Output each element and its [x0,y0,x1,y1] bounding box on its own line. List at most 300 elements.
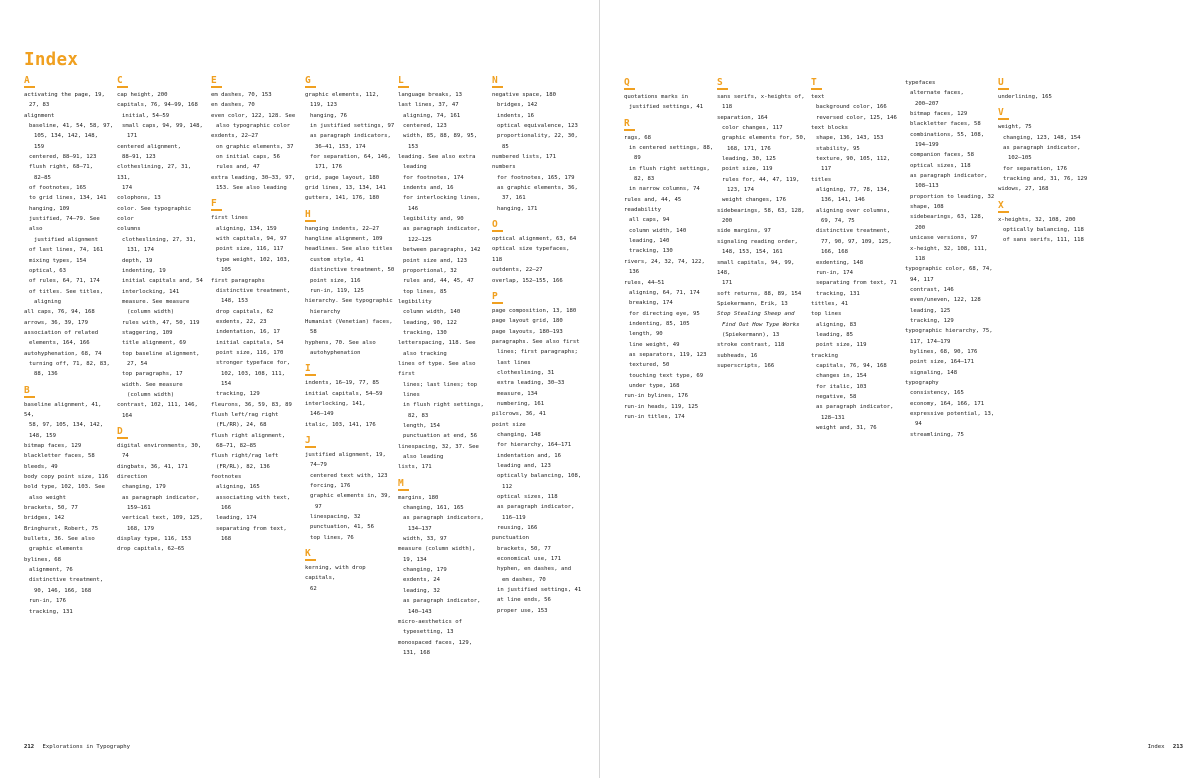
index-entry: tracking, 130 [403,329,447,336]
index-entry: 166, 168 [821,249,848,256]
index-entry: rules and, 44, 45 [624,196,682,203]
index-entry: point size [492,421,526,428]
index-entry: 116–119 [502,514,526,521]
index-entry: economical use, 171 [497,556,561,563]
index-entry: changing, 179 [403,567,447,574]
index-entry: 136 [629,269,640,276]
index-entry: indenting, 85, 105 [629,320,690,327]
index-entry: bleeds, 49 [24,463,58,470]
index-entry: 174 [122,185,133,192]
index-entry: graphic elements, 112, [305,92,380,98]
index-entry: Stop Stealing Sheep and [717,311,795,318]
folio-right [1148,744,1183,750]
index-entry: type weight, 102, 103, [216,256,291,263]
index-entry: typefaces [905,80,936,86]
index-entry: graphic elements [29,546,83,553]
letter-heading: D [117,426,123,437]
index-entry: also leading [403,454,444,461]
index-entry: 89 [634,155,641,162]
index-column [305,76,395,594]
index-entry: 19, 134 [403,556,427,563]
index-entry: in flush right settings, [629,165,710,172]
index-entry: typographic hierarchy, 75, [905,328,993,335]
index-entry: linespacing, 32, 37. See [398,443,479,450]
index-entry: page layouts, 180–193 [492,328,563,335]
index-entry: rules with, 47, 50, 119 [122,319,200,326]
index-entry: 123, 174 [727,187,754,194]
index-entry: tracking, 131 [29,608,73,615]
index-entry: tracking, 130 [629,248,673,255]
index-entry: leading, 174 [216,515,257,522]
index-entry: for italic, 103 [816,383,867,390]
index-entry: proportionality, 22, 30, [497,133,578,140]
index-entry: distinctive treatment, [29,577,104,584]
index-entry: initial capitals and, 54 [122,278,203,285]
index-entry: to grid lines, 134, 141 [29,195,107,202]
index-entry: 102, 103, 108, 111, [221,370,285,377]
index-entry: aligning, 134, 159 [216,225,277,232]
index-entry: indents, 16 [497,112,535,119]
index-entry: vertical text, 109, 125, [122,515,203,522]
index-entry: with capitals, 94, 97 [216,236,287,243]
index-entry: 85 [502,143,509,150]
index-entry: color changes, 117 [722,125,783,132]
index-entry: hanging, 171 [497,205,538,212]
index-entry: hyphen, en dashes, and [497,566,572,573]
index-entry: 88–91, 123 [122,154,156,161]
index-entry: page composition, 13, 180 [492,307,577,314]
index-entry: 118 [722,104,733,111]
index-entry: lists, 171 [398,464,432,471]
index-entry: sidebearings, 63, 128, [910,214,985,221]
letter-heading: E [211,75,217,86]
index-entry: centered, 123 [403,123,447,130]
index-entry: changing, 161, 165 [403,505,464,512]
index-entry: run-in, 119, 125 [310,287,364,294]
index-entry: 69, 74, 75 [821,218,855,225]
index-entry: associating with text, [216,494,291,501]
index-entry: text blocks [811,125,849,132]
index-entry: language breaks, 13 [398,92,462,98]
index-entry: as paragraph indicator, [910,173,988,180]
index-entry: contrast, 146 [910,286,954,293]
index-entry: 200 [915,224,926,231]
index-entry: top lines, 85 [403,288,447,295]
index-entry: em dashes, 70, 153 [211,92,272,98]
index-entry: separation, 164 [717,114,768,121]
index-entry: for separation, 64, 146, [310,154,391,161]
index-entry: on graphic elements, 37 [216,143,294,150]
index-entry: optically balancing, 118 [1003,227,1084,234]
index-entry: as graphic elements, 36, [497,185,578,192]
index-entry: as paragraph indicator, [816,404,894,411]
index-entry: graphic elements in, 39, [310,493,391,500]
index-entry: 164 [122,412,133,419]
index-entry: (Spiekermann), 13 [722,331,780,338]
index-column [624,78,714,422]
index-entry: grid, page layout, 180 [305,174,380,181]
index-entry: 159 [34,143,45,150]
index-entry: 82, 83 [634,176,655,183]
letter-underline [998,211,1009,213]
index-entry: hierarchy [310,308,341,315]
index-entry: Bringhurst, Robert, 75 [24,525,99,532]
index-entry: numbered lists, 171 [492,154,556,161]
letter-underline [211,86,222,88]
letter-underline [998,118,1009,120]
index-entry: color. See typographic color [117,205,192,223]
index-entry: as paragraph indicator, [497,504,575,511]
index-entry: tracking, 131 [816,290,860,297]
index-entry: direction [117,474,148,481]
index-entry: all caps, 76, 94, 168 [24,309,95,316]
index-entry: leading, 32 [403,587,441,594]
index-entry: texture, 90, 105, 112, [816,156,891,163]
index-entry: proper use, 153 [497,607,548,614]
index-entry: pilcrows, 36, 41 [492,411,546,418]
index-entry: as paragraph indicators, [403,515,484,522]
index-entry: staggering, 109 [122,329,173,336]
letter-heading: V [998,107,1004,119]
index-entry: as paragraph indicator, [403,226,481,233]
index-entry: 153. See also leading [216,185,287,192]
index-entry: digital environments, 30, [117,443,202,449]
index-entry: point size, 116, 170 [216,349,284,356]
index-entry: unicase versions, 97 [910,235,978,242]
index-entry: of footnotes, 165 [29,185,87,192]
letter-heading: X [998,199,1004,211]
index-entry: optical size typefaces, 118 [492,246,570,263]
letter-underline [305,559,316,561]
index-entry: point size, 116 [310,277,361,284]
index-entry: indentation, 16, 17 [216,329,280,336]
index-entry: 77, 90, 97, 109, 125, [821,238,892,245]
index-entry: monospaced faces, 129, [398,639,473,646]
index-entry: brackets, 50, 77 [24,505,78,512]
index-entry: point size, 119 [816,342,867,349]
index-entry: streamlining, 75 [910,431,964,438]
index-entry: quotations marks in [624,94,688,100]
index-entry: also weight [29,494,67,501]
index-entry: tracking and, 31, 76, 129 [1003,176,1088,183]
folio-left [24,744,130,750]
index-column [398,76,488,658]
index-entry: 166 [221,505,232,512]
page-number-right: 213 [1172,744,1183,750]
index-entry: flush right/rag left [211,453,279,460]
index-entry: length, 90 [629,331,663,338]
letter-underline [624,88,635,90]
index-entry: capitals, 76, 94–99, 168 [117,102,198,109]
index-column [24,76,114,617]
index-entry: even color, 122, 128. See [211,112,296,119]
letter-heading: B [24,384,30,396]
index-entry: combinations, 55, 108, [910,131,985,138]
index-entry: soft returns, 88, 89, 154 [717,290,802,297]
index-entry: footnotes [211,474,242,481]
index-entry: clotheslining, 31 [497,369,555,376]
index-entry: leading and, 123 [497,463,551,469]
index-entry: line weight, 49 [629,341,680,348]
index-entry: interlocking, 141 [122,288,180,295]
index-entry: 168 [221,536,232,543]
index-entry: 62 [310,585,317,592]
index-entry: 128–131 [821,414,845,421]
index-entry: justified, 74–79. See also [29,216,100,233]
index-entry: typesetting, 13 [403,629,454,636]
index-entry: point size and, 123 [403,257,467,264]
running-title-left: Explorations in Typography [42,744,131,750]
index-entry: clotheslining, 27, 31, [122,236,197,243]
index-entry: 105, 134, 142, 148, [34,133,98,140]
index-entry: em dashes, 70 [502,576,546,583]
index-entry: association of related [24,329,99,336]
index-entry: superscripts, 166 [717,362,775,369]
letter-heading: H [305,208,311,220]
index-entry: 168, 179 [127,525,154,532]
index-entry: in justified settings, 41 [497,587,582,594]
index-entry: text [811,94,825,100]
index-entry: as paragraph indicator, [403,598,481,605]
index-entry: 105 [221,267,232,274]
letter-underline [305,446,316,448]
index-entry: run-in, 176 [29,598,67,605]
letter-heading: C [117,75,123,86]
index-entry: indenting, 19 [122,267,166,274]
index-entry: optical, 63 [29,267,67,274]
index-entry: 140–143 [408,608,432,615]
letter-underline [117,86,128,88]
page-number-left: 212 [24,744,35,750]
index-entry: Humanist (Venetian) faces, [305,318,393,325]
index-entry: reversed color, 125, 146 [816,114,897,121]
index-entry: consistency, 165 [910,390,964,397]
index-entry: clotheslining, 27, 31, 131, [117,164,192,181]
index-column [998,78,1088,246]
index-entry: custom style, 41 [310,256,364,263]
letter-underline [998,88,1009,90]
letter-underline [117,437,128,439]
index-entry: as paragraph indicator, [1003,145,1081,152]
index-entry: 146 [408,205,419,212]
index-entry: bridges, 142 [497,102,538,109]
index-entry: run-in titles, 174 [624,413,685,420]
index-entry: 117, 174–179 [910,338,951,345]
index-entry: rivers, 24, 32, 74, 122, [624,258,705,265]
index-entry: point size, 116, 117 [216,246,284,253]
index-entry: 82–85 [34,174,51,181]
index-entry: 37, 161 [502,195,526,202]
index-entry: all caps, 94 [629,217,670,224]
index-entry: 171 [127,133,138,140]
index-entry: Spiekermann, Erik, 13 [717,300,788,307]
index-entry: of last lines, 74, 161 [29,247,104,254]
index-entry: 74–79 [310,462,327,469]
index-entry: justified settings, 41 [629,104,704,111]
letter-heading: L [398,75,404,86]
index-entry: measure (column width), [398,546,476,553]
index-entry: widows, 27, 168 [998,186,1049,193]
index-entry: 112 [502,483,513,490]
index-entry: signaling reading order, [717,238,798,245]
index-entry: point size, 119 [722,166,773,173]
index-entry: justified alignment, 19, [305,451,386,458]
index-entry: optical sizes, 118 [497,494,558,501]
index-entry: width, 85, 88, 89, 95, [403,133,478,140]
index-entry: also tracking [403,350,447,357]
index-entry: (column width) [127,391,175,398]
index-entry: hanging, 109 [29,205,70,212]
index-entry: baseline alignment, 41, 54, [24,401,102,418]
letter-heading: G [305,75,311,86]
index-entry: column width, 140 [629,227,687,234]
index-entry: run-in heads, 119, 125 [624,403,699,410]
letter-underline [398,86,409,88]
index-entry: tracking, 129 [216,391,260,398]
index-entry: headlines. See also titles [305,246,393,253]
index-entry: 154 [221,380,232,387]
index-entry: leading [403,164,427,171]
index-entry: en dashes, 70 [211,102,255,109]
index-entry: blackletter faces, 58 [910,121,981,128]
index-entry: point size, 164–171 [910,359,974,366]
index-entry: of sans serifs, 111, 118 [1003,237,1084,244]
index-column [117,76,207,555]
index-entry: 153 [408,143,419,150]
index-entry: aligning, 74, 161 [403,112,461,119]
index-entry: in justified settings, 97 [310,123,395,130]
index-entry: negative space, 180 [492,92,556,98]
index-entry: proportion to leading, 32 [910,193,995,200]
index-entry: 168, 171, 176 [727,145,771,152]
index-entry: tittles, 41 [811,300,849,307]
index-entry: in centered settings, 88, [629,145,714,152]
index-entry: optical equivalence, 123 [497,123,578,130]
index-column [717,78,807,371]
index-entry: reusing, 166 [497,525,538,532]
index-entry: graphic elements for, 50, [722,135,807,142]
letter-heading: N [492,75,498,86]
index-entry: leading, 90, 122 [403,319,457,326]
index-entry: 148, 153 [221,298,248,305]
index-entry: readability [624,207,662,214]
index-entry: punctuation [492,535,530,542]
index-entry: leading, 30, 125 [722,156,776,163]
index-entry: aligning, 64, 71, 174 [629,289,700,296]
index-entry: (FR/RL), 82, 136 [216,463,270,470]
index-entry: display type, 116, 153 [117,536,192,543]
index-entry: of titles. See titles, [29,288,104,295]
index-entry: 27, 54 [127,360,148,367]
index-entry: 58, 97, 105, 134, 142, [29,422,104,429]
index-entry: stability, 95 [816,145,860,152]
index-entry: for separation, 176 [1003,165,1067,172]
index-entry: alignment, 76 [29,567,73,574]
index-entry: exdents, 24 [403,577,441,584]
index-entry: 68–71, 82–85 [216,443,257,449]
index-entry: as paragraph indicators, [310,133,391,140]
letter-heading: M [398,477,404,489]
index-entry: top lines [811,311,842,318]
index-entry: initial capitals, 54 [216,339,284,346]
index-entry: colophons, 13 [117,195,161,202]
index-entry: baseline, 41, 54, 58, 97, [29,123,114,130]
index-entry: bridges, 142 [24,515,65,522]
index-entry: shape, 108 [910,204,944,211]
index-entry: tracking, 129 [910,317,954,324]
index-entry: bitmap faces, 129 [24,443,82,449]
letter-underline [811,88,822,90]
index-entry: 27, 83 [29,102,50,109]
letter-heading: Q [624,77,630,88]
index-entry: stronger typeface for, [216,360,291,367]
index-entry: underlining, 165 [998,94,1052,100]
index-entry: bullets, 36. See also [24,536,95,543]
index-entry: textured, 50 [629,362,670,369]
index-entry: x-height, 32, 108, 111, [910,245,988,252]
index-column [492,76,582,616]
index-entry: under type, 168 [629,382,680,389]
index-entry: 94 [915,421,922,428]
index-entry: for footnotes, 165, 179 [497,174,575,181]
index-entry: numbering, 161 [497,400,545,407]
index-entry: 194–199 [915,142,939,149]
index-entry: run-in, 174 [816,269,854,276]
index-entry: gutters, 141, 176, 180 [305,195,380,202]
index-entry: margins, 180 [398,494,439,501]
index-entry: first paragraphs [211,277,265,284]
index-entry: 117 [821,166,832,173]
index-entry: for hierarchy, 164–171 [497,442,572,449]
index-entry: as separators, 119, 123 [629,351,707,358]
index-entry: top paragraphs, 17 [122,371,183,378]
letter-underline [624,129,635,131]
index-entry: changing, 148 [497,431,541,438]
index-entry: 97 [315,503,322,510]
index-entry: forcing, 176 [310,483,351,489]
index-entry: punctuation, 41, 56 [310,524,374,531]
index-entry: on initial caps, 56 [216,154,280,161]
letter-heading: K [305,548,311,560]
index-entry: sans serifs, x-heights of, [717,94,805,100]
index-entry: for interlocking lines, [403,195,481,202]
index-entry: flush right alignment, [211,432,286,439]
index-entry: body copy point size, 116 [24,474,109,481]
letter-underline [24,396,35,398]
index-entry: exdents, 22, 23 [216,318,267,325]
index-entry: elements, 164, 166 [29,340,90,347]
index-entry: separating from text, 71 [816,280,897,287]
index-entry: exdenting, 148 [816,259,864,266]
index-entry: 134–137 [408,525,432,532]
index-entry: 82, 83 [408,412,429,419]
index-entry: micro-aesthetics of [398,618,462,625]
index-entry: 119, 123 [310,102,337,109]
index-entry: grid lines, 13, 134, 141 [305,185,386,192]
index-entry: 131, 174 [127,247,154,254]
page-title: Index [24,50,79,70]
index-entry: in narrow columns, 74 [629,186,700,193]
index-column [905,78,995,440]
index-entry: autohyphenation, 68, 74 [24,350,102,357]
index-entry: sidebearings, 58, 63, 128, [717,207,805,214]
index-entry: (FL/RR), 24, 68 [216,422,267,429]
index-entry: columns [117,226,141,233]
letter-heading: P [492,290,498,302]
index-entry: 108–113 [915,183,939,190]
index-entry: stroke contrast, 118 [717,342,785,349]
index-entry: (column width) [127,309,175,316]
